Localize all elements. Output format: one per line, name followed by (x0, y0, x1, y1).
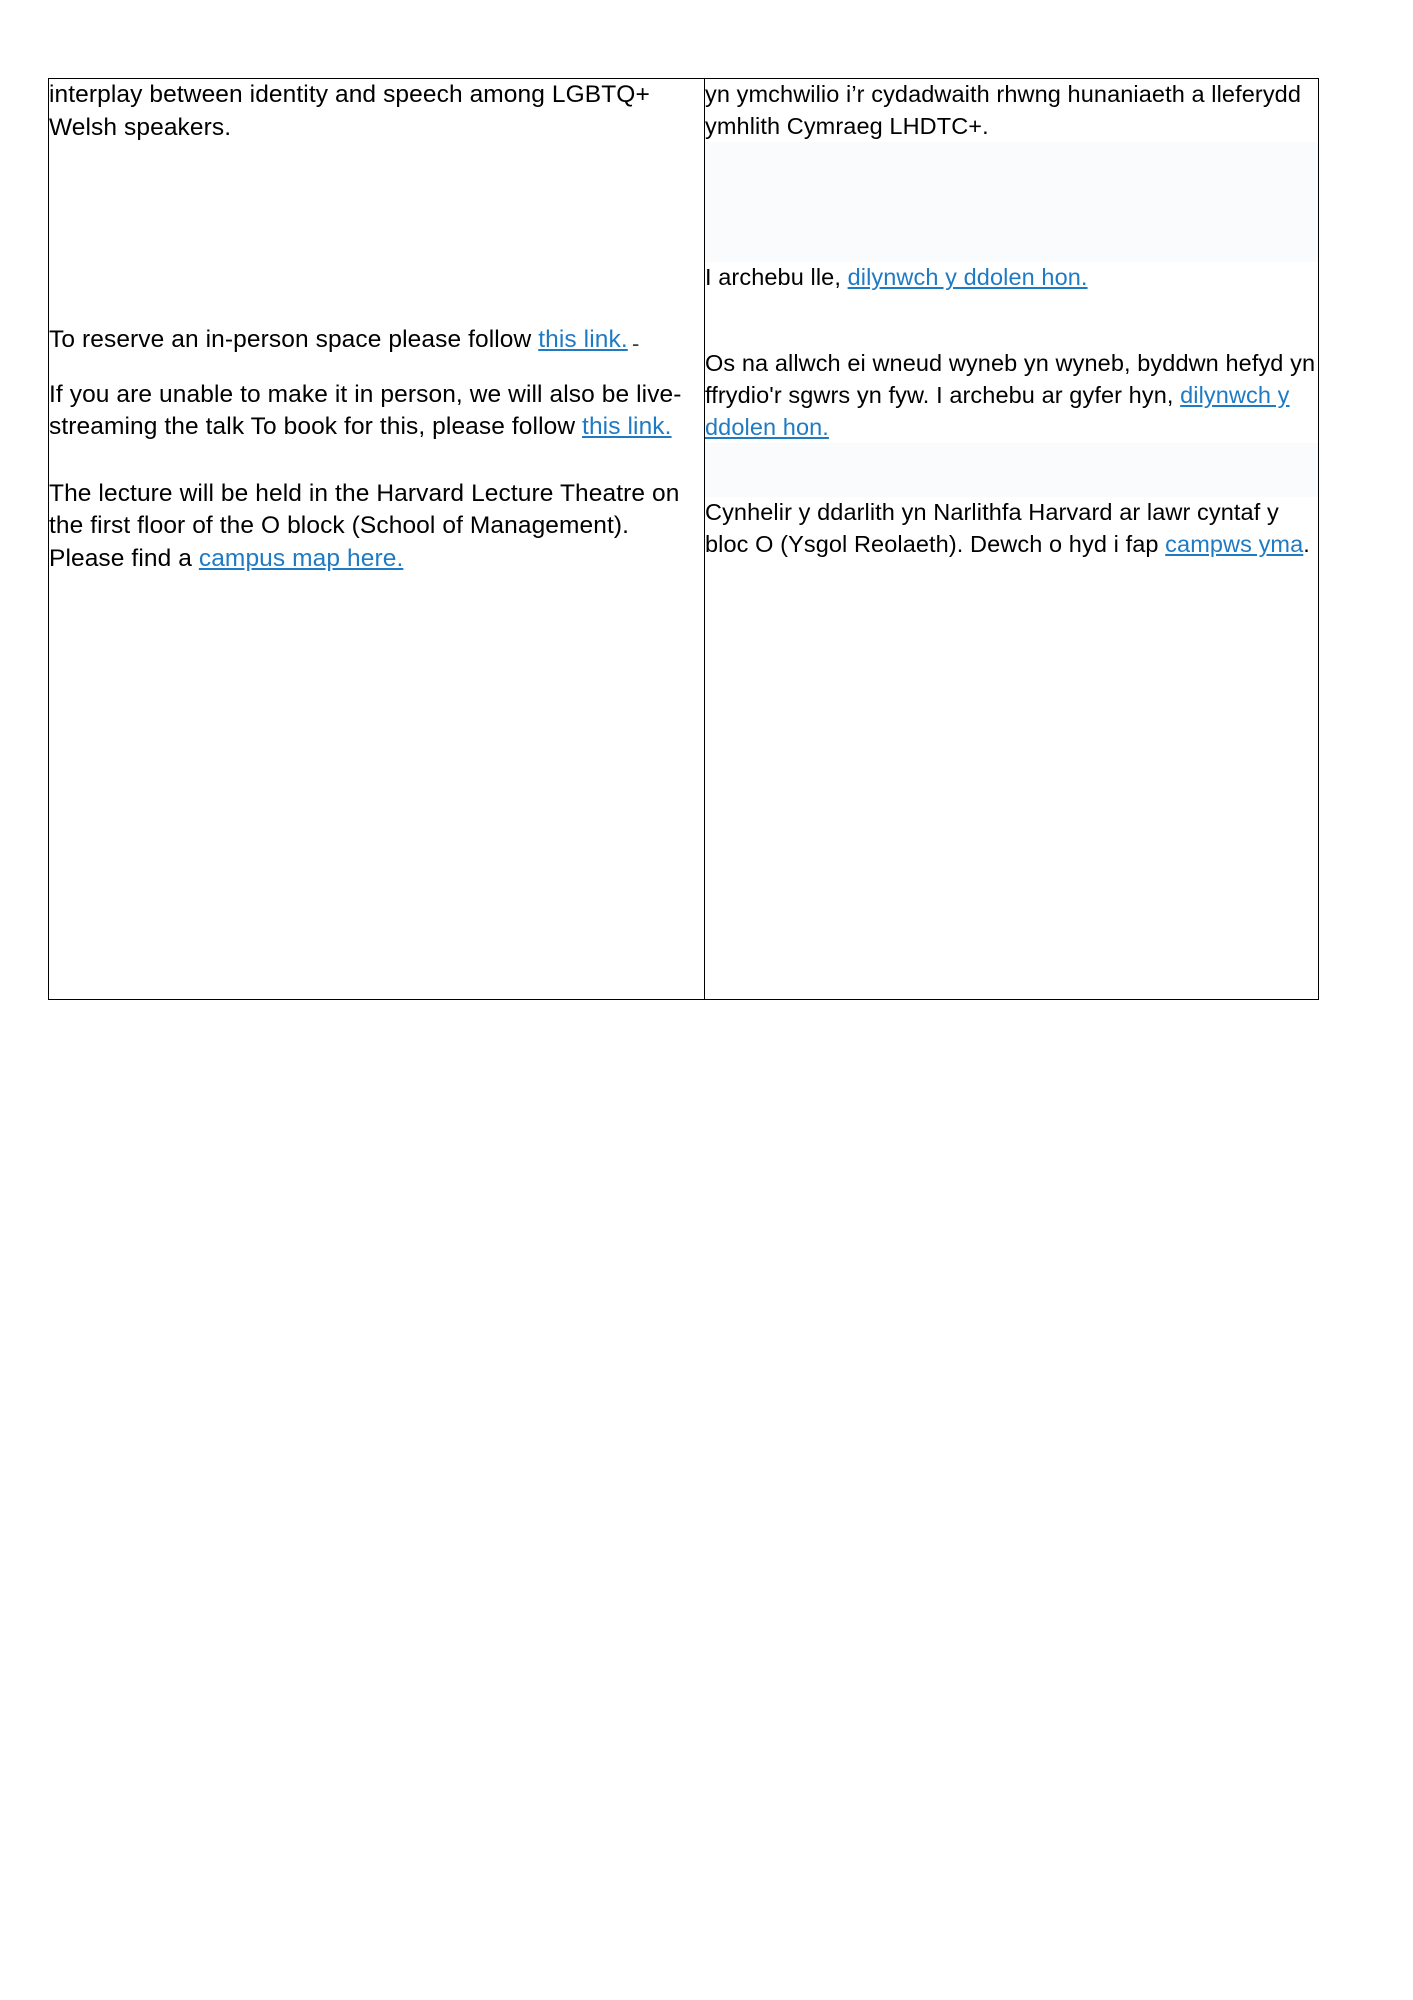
right-venue-paragraph (705, 497, 1318, 560)
right-language-cell (705, 79, 1319, 1000)
right-reserve-text: I archebu lle, (705, 264, 848, 291)
table-row (49, 79, 1319, 1000)
bilingual-layout-table (48, 78, 1319, 1000)
campws-yma-link[interactable]: campws yma (1165, 531, 1304, 558)
spacer (705, 142, 1318, 262)
spacer (705, 294, 1318, 348)
campus-map-link[interactable]: campus map here. (198, 545, 404, 573)
right-venue-text: Cynhelir y ddarlith yn Narlithfa Harvard ar lawr cyntaf y bloc O (Ysgol Reolaeth). Dewch o hyd i fap (705, 499, 1279, 558)
this-link-inperson[interactable]: this link. (538, 326, 628, 354)
this-link-livestream[interactable]: this link. (582, 413, 672, 441)
right-reserve-paragraph (705, 262, 1318, 294)
left-livestream-text: If you are unable to make it in person, we will also be live-streaming the talk To book for this, please follow (49, 380, 682, 441)
dilynwch-link-inperson[interactable]: dilynwch y ddolen hon. (847, 264, 1088, 291)
left-livestream-paragraph (49, 379, 704, 444)
left-venue-paragraph (49, 478, 704, 576)
left-intro-paragraph: interplay between identity and speech among LGBTQ+ Welsh speakers. (49, 81, 650, 141)
left-reserve-text: To reserve an in-person space please follow (49, 326, 539, 354)
right-intro-paragraph: yn ymchwilio i’r cydadwaith rhwng hunaniaeth a lleferydd ymhlith Cymraeg LHDTC+. (705, 81, 1302, 139)
right-content-block (705, 79, 1318, 561)
hyphen-marker: - (632, 331, 640, 356)
spacer (49, 144, 704, 324)
right-livestream-text: Os na allwch ei wneud wyneb yn wyneb, byddwn hefyd yn ffrydio'r sgwrs yn fyw. I archebu ar gyfer hyn, (705, 350, 1316, 408)
spacer (705, 443, 1318, 497)
right-livestream-paragraph (705, 348, 1318, 443)
left-venue-text: The lecture will be held in the Harvard Lecture Theatre on the first floor of the O block (School of Management). Please find a (49, 479, 680, 573)
dilynwch-link-livestream[interactable]: dilynwch y ddolen hon. (705, 381, 1290, 440)
left-language-cell (49, 79, 705, 1000)
spacer (49, 357, 704, 379)
right-venue-period: . (1303, 531, 1310, 558)
left-reserve-paragraph (49, 324, 704, 357)
spacer (49, 444, 704, 478)
